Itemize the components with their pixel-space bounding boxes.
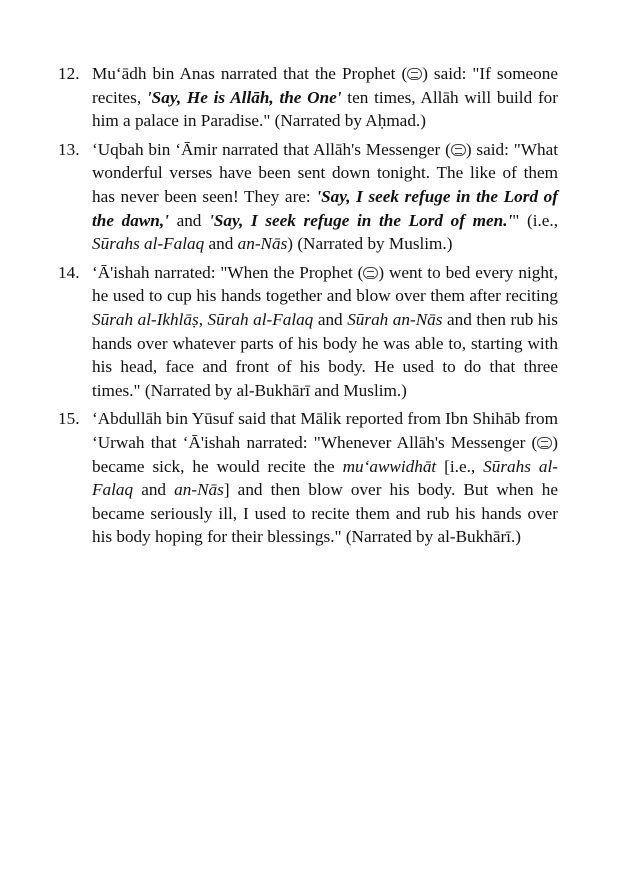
item-text xyxy=(92,261,558,403)
quoted-verse: 'Say, I seek refuge in the Lord of the dawn,' xyxy=(92,186,558,230)
text-run: ) went to bed every night, he used to cup his hands together and blow over them after reciting xyxy=(92,262,558,306)
italic-term: Sūrahs al-Falaq xyxy=(92,234,205,254)
text-run: ) became sick, he would recite the xyxy=(92,432,558,476)
italic-term: an-Nās xyxy=(174,480,224,500)
text-run: ) said: "What wonderful verses have been sent down tonight. The like of them has never been seen! They are: xyxy=(92,139,558,206)
quoted-verse: 'Say, I seek refuge in the Lord of men.' xyxy=(209,210,513,230)
list-item xyxy=(58,138,558,256)
quoted-verse: 'Say, He is Allāh, the One' xyxy=(146,87,342,107)
text-run: ) (Narrated by Muslim.) xyxy=(287,234,453,254)
salutation-glyph-icon xyxy=(537,437,552,449)
text-run: ʻUqbah bin ʻĀmir narrated that Allāh's Messenger ( xyxy=(92,139,451,159)
item-text xyxy=(92,62,558,133)
hadith-list xyxy=(58,62,558,554)
text-run: and xyxy=(168,210,210,230)
italic-term: muʻawwidhāt xyxy=(342,456,437,476)
list-item xyxy=(58,261,558,403)
text-run: Muʻādh bin Anas narrated that the Prophet ( xyxy=(92,64,408,83)
text-run: and xyxy=(313,309,348,329)
salutation-glyph-icon xyxy=(451,144,466,156)
salutation-glyph-icon xyxy=(363,267,378,279)
text-run: " (i.e., xyxy=(512,210,558,230)
text-run: ] and then blow over his body. But when he became seriously ill, I used to recite them and rub his hands over his body hoping for their blessings." (Narrated by al-Bukhārī.) xyxy=(92,480,558,547)
text-run: ten times, Allāh will build for him a palace in Paradise." (Narrated by Aḥmad.) xyxy=(92,87,558,131)
italic-term: an-Nās xyxy=(237,234,288,254)
text-run: ʻĀ'ishah narrated: "When the Prophet ( xyxy=(92,262,364,282)
text-run: and then rub his hands over whatever parts of his body he was able to, starting with his head, face and front of his body. He used to do that three times." (Narrated by al-Bukhārī and Muslim.) xyxy=(92,309,558,400)
text-run: and xyxy=(204,234,238,254)
item-number: 15. xyxy=(58,409,80,429)
text-run: ʻAbdullāh bin Yūsuf said that Mālik reported from Ibn Shihāb from ʻUrwah that ʻĀ'ishah narrated: "Whenever Allāh's Messenger ( xyxy=(92,409,558,452)
list-item xyxy=(58,62,558,133)
item-number: 12. xyxy=(58,64,80,83)
text-run: [i.e., xyxy=(436,456,484,476)
salutation-glyph-icon xyxy=(407,68,422,80)
item-text xyxy=(92,407,558,549)
item-text xyxy=(92,138,558,256)
text-run: and xyxy=(133,480,175,500)
item-number: 14. xyxy=(58,262,80,282)
italic-term: Sūrah al-Ikhlāṣ, Sūrah al-Falaq xyxy=(92,309,314,329)
item-number: 13. xyxy=(58,139,80,159)
text-run: ) said: "If someone recites, xyxy=(92,64,559,107)
italic-term: Sūrah an-Nās xyxy=(347,309,443,329)
italic-term: Sūrahs al-Falaq xyxy=(92,456,558,500)
list-item xyxy=(58,407,558,549)
